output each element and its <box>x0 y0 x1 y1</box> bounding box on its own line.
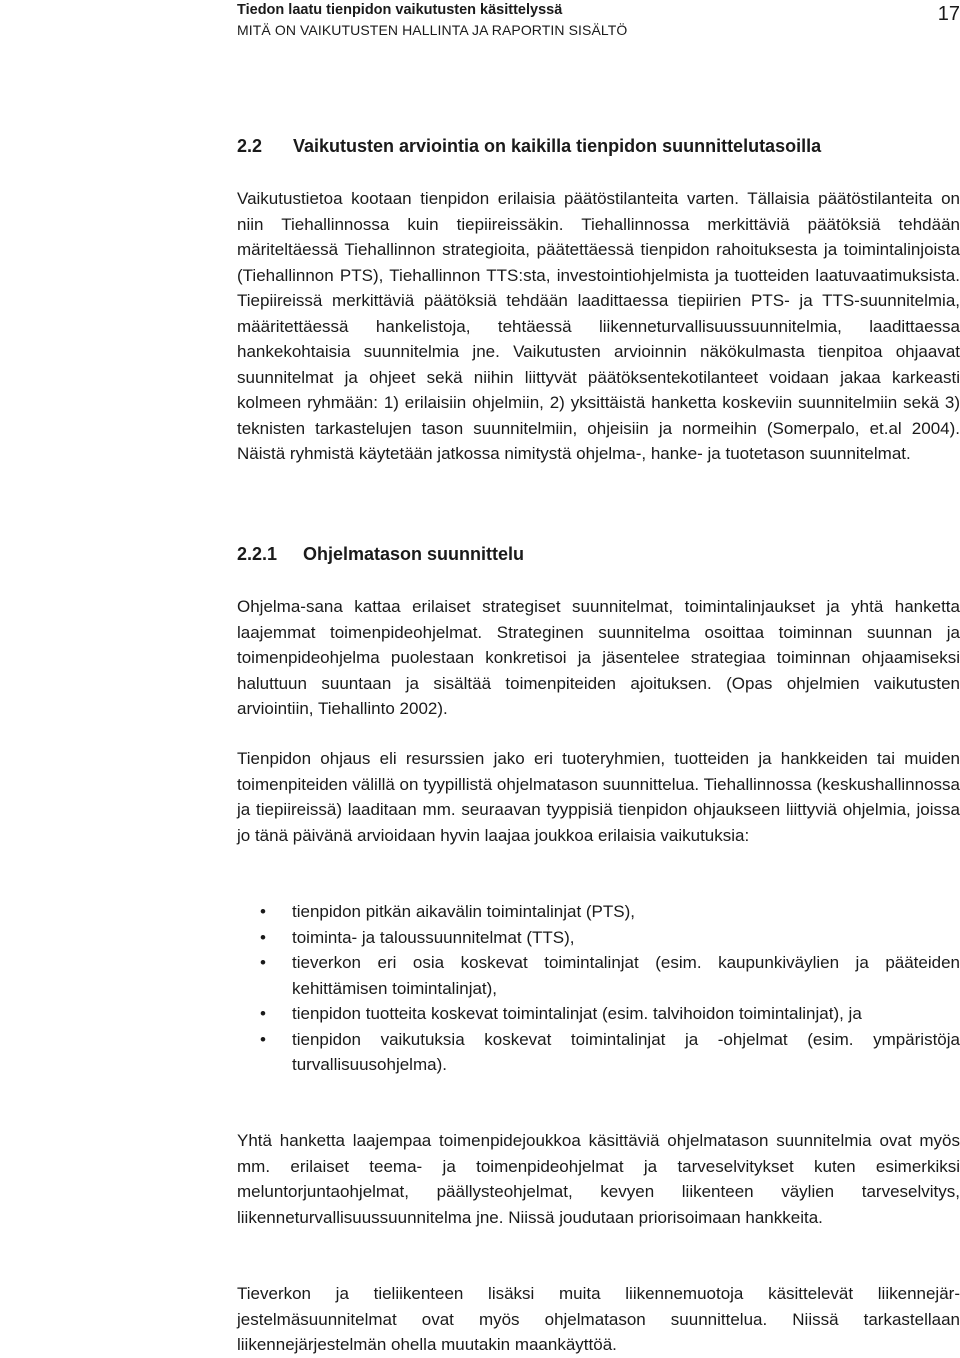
running-header <box>237 0 960 44</box>
list-item-text: tienpidon vaikutuksia koskevat toimintalinjat ja -ohjelmat (esim. ympäristöja turvallisuusohjelma). <box>292 1029 960 1074</box>
list-item <box>237 950 960 1001</box>
list-item-text: tienpidon pitkän aikavälin toimintalinjat (PTS), <box>292 902 636 921</box>
bullet-icon: • <box>260 953 266 972</box>
bullet-icon: • <box>260 1004 266 1023</box>
list-item-text: tienpidon tuotteita koskevat toimintalinjat (esim. talvihoidon toimintalinjat), ja <box>292 1004 862 1023</box>
paragraph-5: Tieverkon ja tieliikenteen lisäksi muita liikennemuotoja käsittelevät liikennejärjestelmäsuunnitelmat ovat myös ohjelmatason suunnittelua. Niissä tarkastellaan liikennejärjestelmän ohella muutakin maankäyttöä. <box>237 1284 960 1354</box>
bullet-icon: • <box>260 927 266 947</box>
paragraph-1: Vaikutustietoa kootaan tienpidon erilaisia päätöstilanteita varten. Tällaisia päätöstilanteita on niin Tiehallinnossa kuin tiepiireissäkin. Tiehallinnossa merkittäviä päätöksiä tehdään märiteltäessä Tiehallinnon strategioita, päätettäessä tienpidon rahoituksesta ja toimintalinjoista (Tiehallinnon PTS), Tiehallinnon TTS:sta, investointiohjelmista ja tuotteiden laatuvaatimuksista. Tiepiireissä merkittäviä päätöksiä tehdään laadittaessa tiepiirien PTS- ja TTS-suunnitelmia, määritettäessä hankelistoja, tehtäessä liikenneturvallisuussuunnitelmia, laadittaessa hankekohtaisia suunnitelmia jne. Vaikutusten arvioinnin näkökulmasta tienpitoa ohjaavat suunnitelmat ja ohjeet sekä niihin liittyvät päätöksentekotilanteet voidaan jakaa karkeasti kolmeen ryhmään: 1) erilaisiin ohjelmiin, 2) yksittäistä hanketta koskeviin suunnitelmiin sekä 3) teknisten tarkastelujen tason suunnitelmiin, ohjeisiin ja normeihin (Somerpalo, et.al 2004). Näistä ryhmistä käytetään jatkossa nimitystä ohjelma-, hanke- ja tuotetason suunnitelmat. <box>237 189 960 463</box>
section-title: Vaikutusten arviointia on kaikilla tienpidon suunnittelutasoilla <box>293 136 822 156</box>
bullet-icon: • <box>260 902 266 921</box>
paragraph-4: Yhtä hanketta laajempaa toimenpidejoukkoa käsittäviä ohjelmatason suunnitelmia ovat myös mm. erilaiset teema- ja toimenpideohjelmat ja tarveselvitykset kuten esimerkiksi meluntorjuntaohjelmat, päällysteohjelmat, kevyen liikenteen väylien tarveselvitys, liikenneturvallisuussuunnitelma jne. Niissä joudutaan priorisoimaan hankkeita. <box>237 1131 960 1227</box>
page-number: 17 <box>937 3 960 25</box>
subsection-heading <box>237 542 524 566</box>
bullet-list <box>237 899 960 1078</box>
paragraph-2: Ohjelma-sana kattaa erilaiset strategiset suunnitelmat, toimintalinjaukset ja yhtä hanketta laajemmat toimenpideohjelmat. Strateginen suunnitelma osoittaa toiminnan suunnan ja toimenpideohjelma puolestaan konkretisoi ja jäsentelee strategiaa toiminnan ohjaamiseksi haluttuun suuntaan ja sisältää toimenpiteiden ajoituksen. (Opas ohjelmien vaikutusten arviointiin, Tiehallinto 2002). <box>237 597 960 718</box>
list-item <box>237 1001 960 1027</box>
paragraph-3: Tienpidon ohjaus eli resurssien jako eri tuoteryhmien, tuotteiden ja hankkeiden tai muiden toimenpiteiden välillä on tyypillistä ohjelmatason suunnittelua. Tiehallinnossa (keskushallinnossa ja tiepiireissä) laaditaan mm. seuraavan tyyppisiä tienpidon ohjaukseen liittyviä ohjelmia, joissa jo tänä päivänä arvioidaan hyvin laajaa joukkoa erilaisia vaikutuksia: <box>237 749 960 845</box>
list-item-text: tieverkon eri osia koskevat toimintalinjat (esim. kaupunkiväylien ja pääteiden kehittämisen toimintalinjat), <box>292 953 960 998</box>
header-subtitle: MITÄ ON VAIKUTUSTEN HALLINTA JA RAPORTIN SISÄLTÖ <box>237 22 628 38</box>
list-item <box>237 1027 960 1078</box>
list-item <box>237 899 960 925</box>
section-number: 2.2 <box>237 136 263 156</box>
list-item <box>237 925 960 951</box>
bullet-icon: • <box>260 1029 266 1049</box>
header-title: Tiedon laatu tienpidon vaikutusten käsittelyssä <box>237 2 563 18</box>
subsection-title: Ohjelmatason suunnittelu <box>303 544 525 564</box>
section-heading <box>237 134 821 158</box>
subsection-number: 2.2.1 <box>237 544 278 564</box>
list-item-text: toiminta- ja taloussuunnitelmat (TTS), <box>292 927 575 947</box>
